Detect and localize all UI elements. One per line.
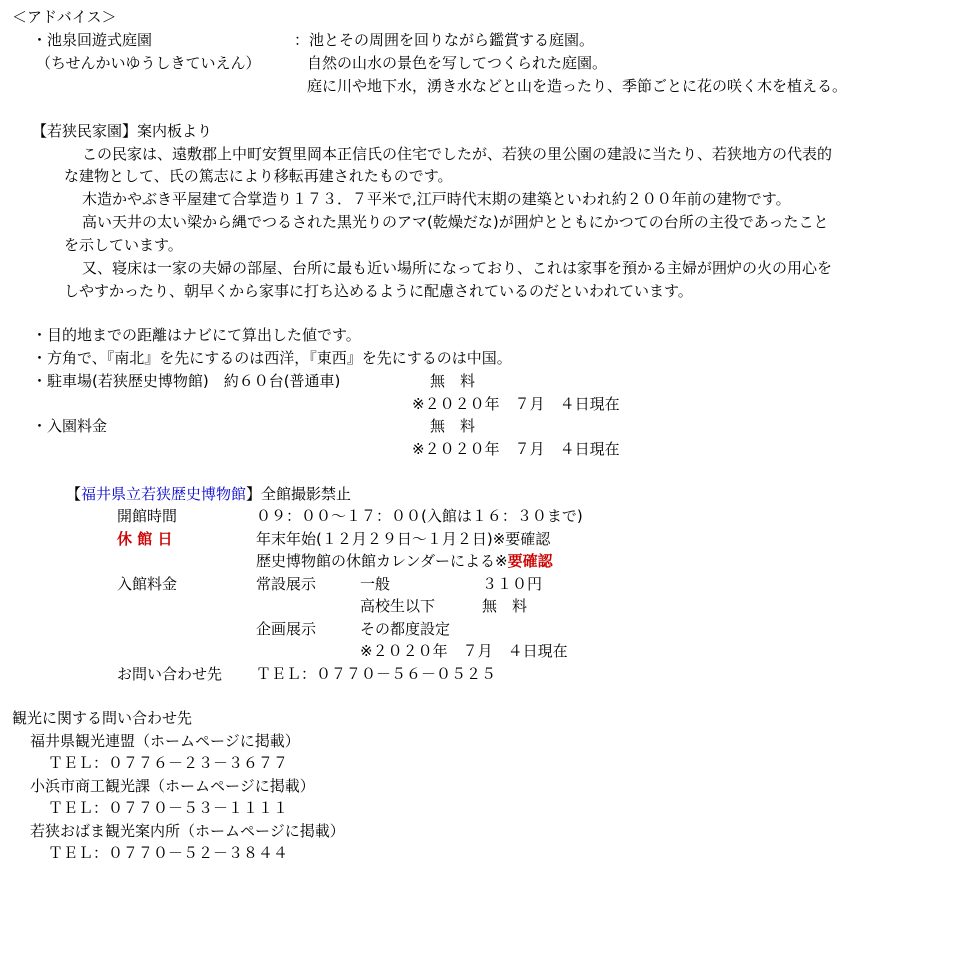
tourism-org: 若狭おばま観光案内所（ホームページに掲載） [30, 822, 345, 840]
hs-fee: 無 料 [482, 597, 528, 615]
museum-heading [66, 484, 351, 504]
minka-paragraph: な建物として、氏の篤志により移転再建されたものです。 [64, 167, 453, 185]
closed-value: 年末年始(１２月２９日～１月２日)※要確認 [256, 530, 551, 548]
date-note: ※２０２０年 ７月 ４日現在 [360, 642, 568, 660]
closed-calendar [256, 551, 553, 571]
contact-tel: ＴＥＬ：０７７０－５６－０５２５ [256, 665, 497, 683]
parking-item: ・駐車場(若狭歴史博物館) 約６０台(普通車) [32, 372, 341, 390]
closed-label: 休 館 日 [117, 530, 173, 548]
tourism-heading: 観光に関する問い合わせ先 [12, 709, 193, 727]
minka-paragraph: を示しています。 [64, 236, 183, 254]
note-item: ・目的地までの距離はナビにて算出した値です。 [32, 326, 361, 344]
confirm-required: 要確認 [507, 552, 553, 570]
minka-paragraph: 高い天井の太い梁から縄でつるされた黒光りのアマ(乾燥だな)が囲炉とともにかつての台所の主役であったこと [82, 213, 829, 231]
note-item: ・方角で、『南北』を先にするのは西洋，『東西』を先にするのは中国。 [32, 349, 512, 367]
hours-label: 開館時間 [117, 507, 178, 525]
museum-name-link[interactable]: 福井県立若狭歴史博物館 [81, 485, 247, 503]
special-label: 企画展示 [256, 620, 317, 638]
parking-fee: 無 料 [430, 372, 476, 390]
tourism-org: 小浜市商工観光課（ホームページに掲載） [30, 777, 315, 795]
tourism-tel: ＴＥＬ：０７７０－５３－１１１１ [48, 799, 289, 817]
advice-heading: ＜アドバイス＞ [12, 8, 117, 26]
advice-definition: ：池とその周囲を回りながら鑑賞する庭園。 [294, 31, 595, 49]
minka-heading: 【若狭民家園】案内板より [32, 122, 213, 140]
advice-term: ・池泉回遊式庭園 [32, 31, 153, 49]
general-fee: ３１０円 [482, 575, 543, 593]
contact-label: お問い合わせ先 [117, 665, 223, 683]
regular-label: 常設展示 [256, 575, 317, 593]
hs-label: 高校生以下 [360, 597, 436, 615]
date-note: ※２０２０年 ７月 ４日現在 [412, 440, 620, 458]
entry-item: ・入園料金 [32, 417, 108, 435]
minka-paragraph: 木造かやぶき平屋建て合掌造り１７３．７平米で,江戸時代末期の建築といわれ約２００年前の建物です。 [82, 190, 791, 208]
special-fee: その都度設定 [360, 620, 451, 638]
advice-definition: 自然の山水の景色を写してつくられた庭園。 [307, 54, 608, 72]
tourism-tel: ＴＥＬ：０７７０－５２－３８４４ [48, 844, 289, 862]
hours-value: ０９：００～１７：００(入館は１６：３０まで) [256, 507, 583, 525]
advice-reading: （ちせんかいゆうしきていえん） [36, 54, 261, 72]
bracket-close: 】全館撮影禁止 [246, 485, 352, 503]
date-note: ※２０２０年 ７月 ４日現在 [412, 395, 620, 413]
minka-paragraph: 又、寝床は一家の夫婦の部屋、台所に最も近い場所になっており、これは家事を預かる主婦が囲炉の火の用心を [82, 259, 833, 277]
tourism-org: 福井県観光連盟（ホームページに掲載） [30, 732, 300, 750]
minka-paragraph: しやすかったり、朝早くから家事に打ち込めるように配慮されているのだといわれています。 [64, 282, 693, 300]
general-label: 一般 [360, 575, 391, 593]
fee-label: 入館料金 [117, 575, 178, 593]
tourism-tel: ＴＥＬ：０７７６－２３－３６７７ [48, 754, 289, 772]
entry-fee: 無 料 [430, 417, 476, 435]
minka-paragraph: この民家は、遠敷郡上中町安賀里岡本正信氏の住宅でしたが、若狭の里公園の建設に当たり、若狭地方の代表的 [82, 145, 833, 163]
closed-calendar-text: 歴史博物館の休館カレンダーによる※ [256, 552, 508, 570]
advice-definition: 庭に川や地下水，湧き水などと山を造ったり、季節ごとに花の咲く木を植える。 [307, 77, 848, 95]
bracket-open: 【 [66, 485, 82, 503]
